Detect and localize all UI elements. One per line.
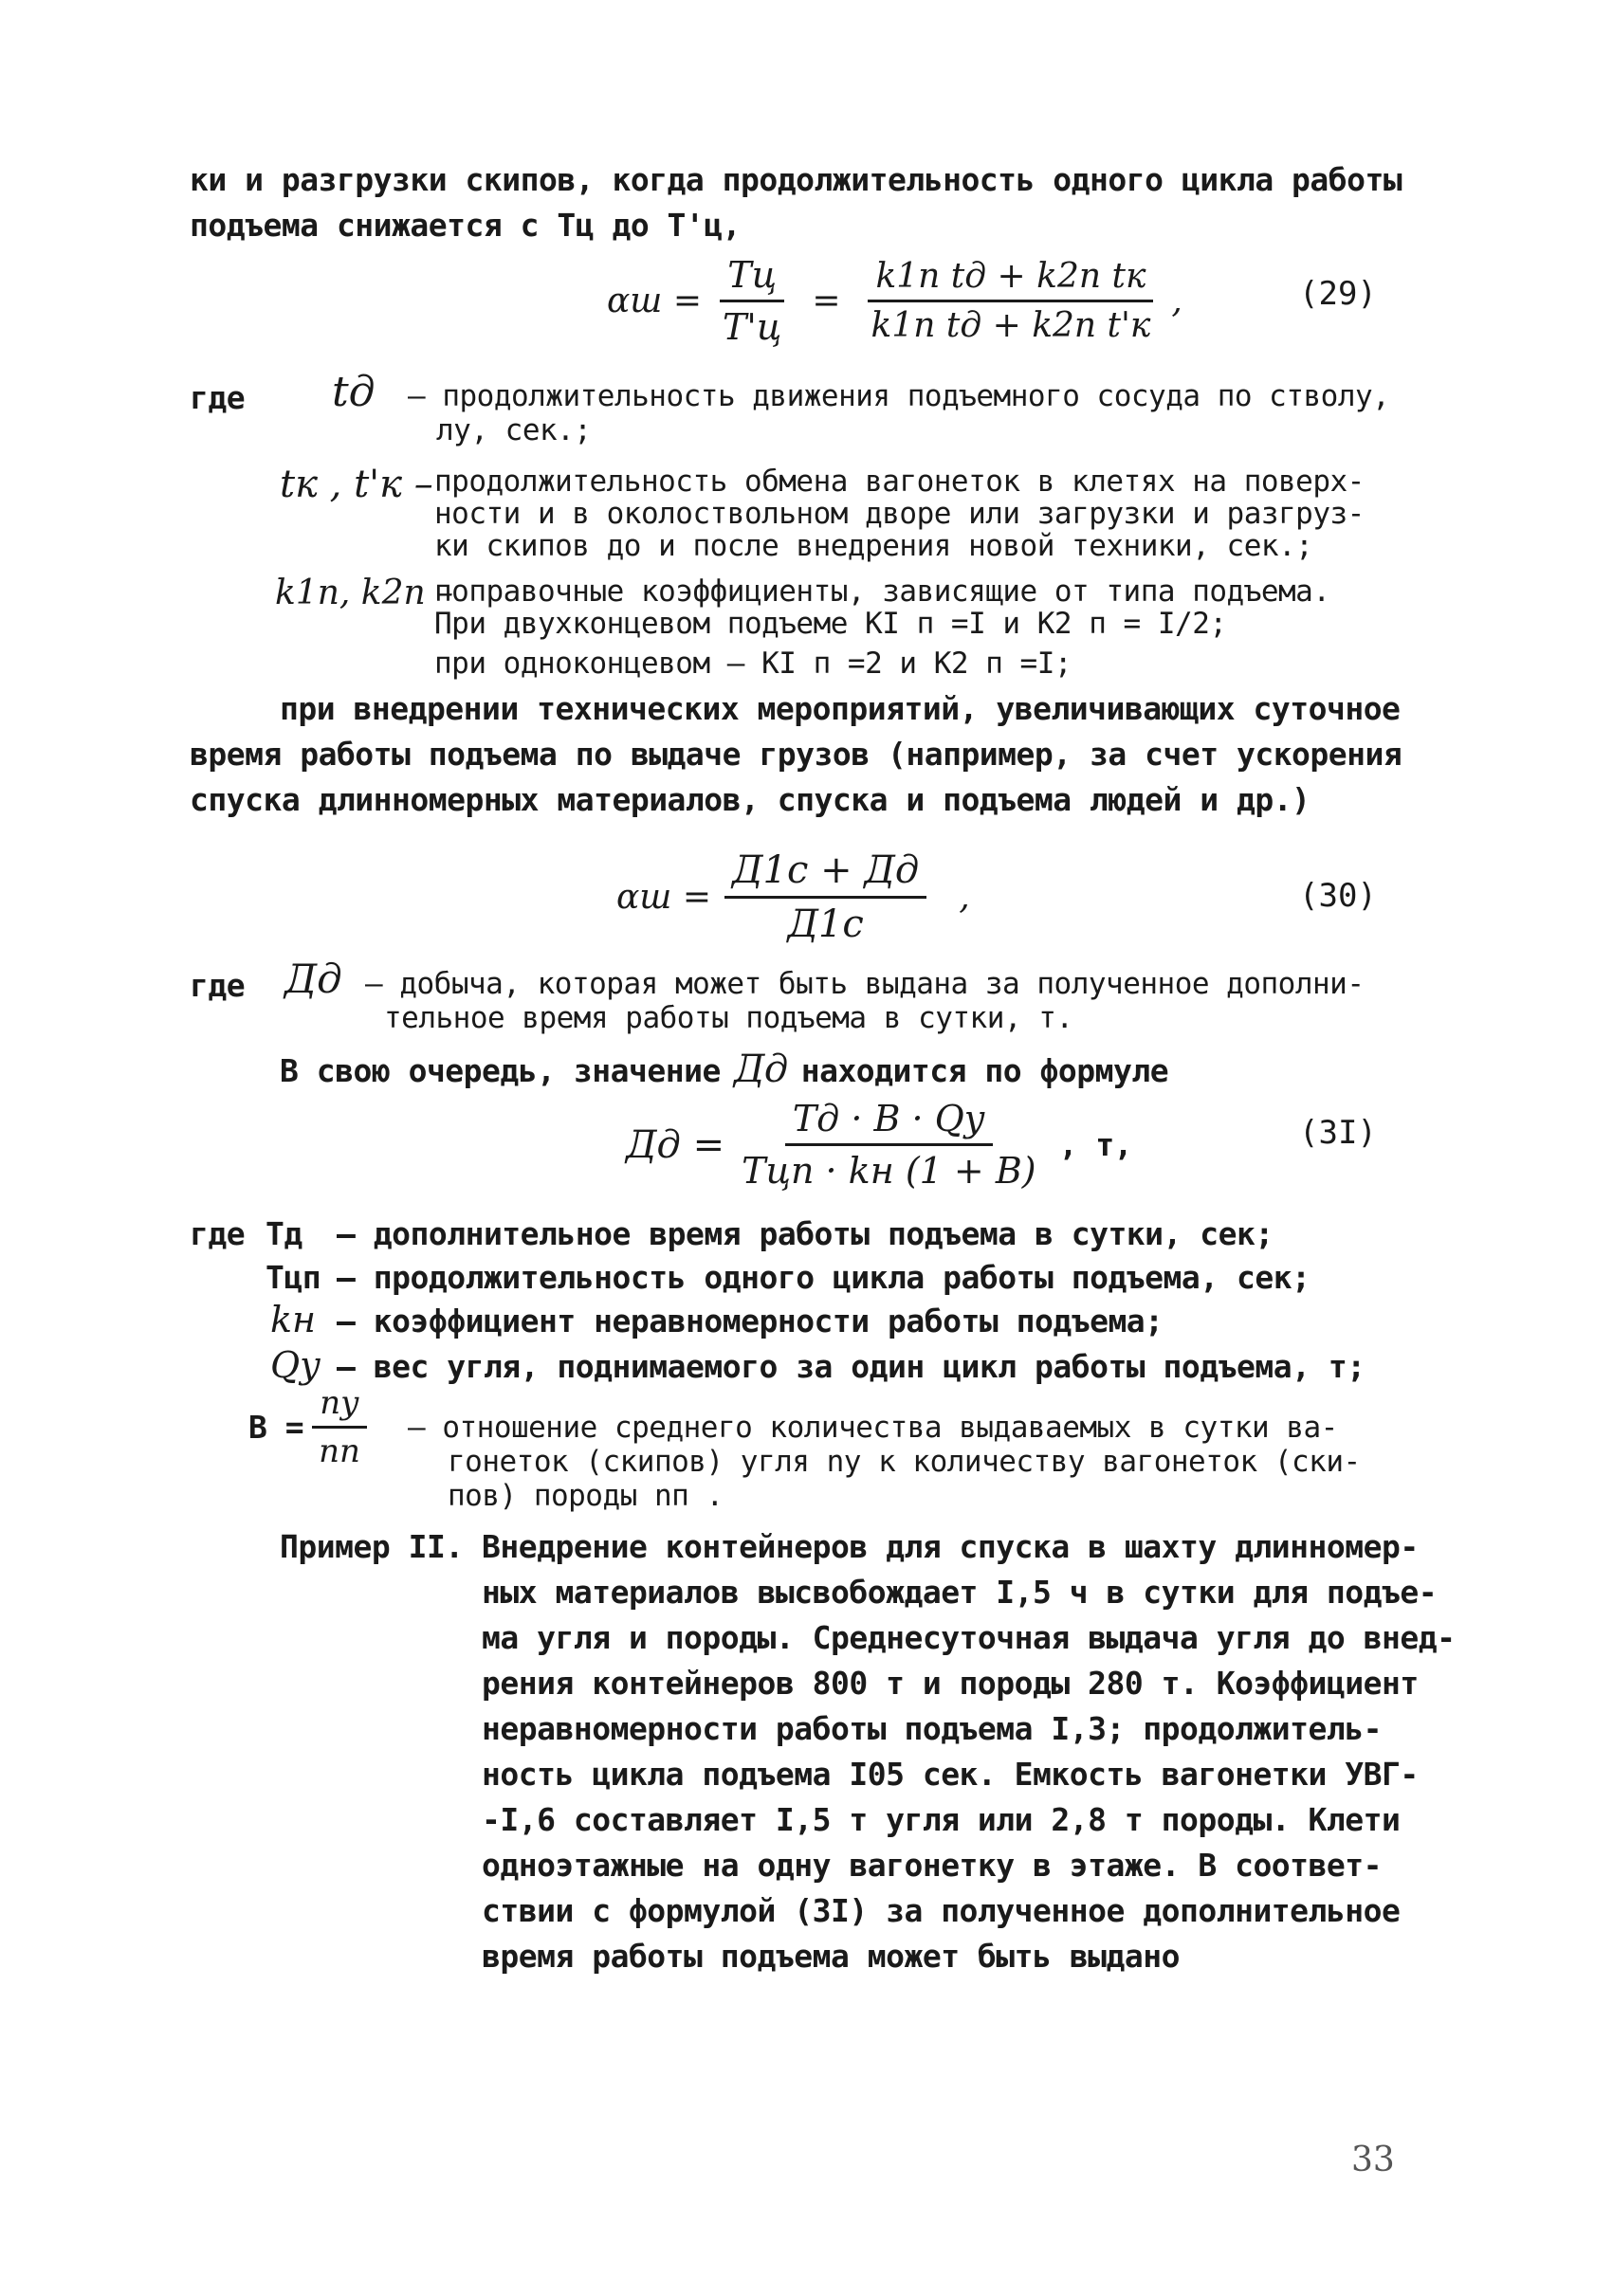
formula-29-frac-2-num: k1п tд + k2п tк (868, 257, 1153, 302)
example-line: рения контейнеров 800 т и породы 280 т. Коэффициент (482, 1665, 1419, 1702)
para-1-line-2: время работы подъема по выдаче грузов (например, за счет ускорения (190, 736, 1402, 773)
defs-31-k-text: – коэффициент неравномерности работы подъема; (337, 1303, 1164, 1339)
formula-31 (626, 1098, 1132, 1192)
formula-29-equals: = (812, 282, 841, 320)
formula-31-num: Тд · В · Qу (785, 1098, 993, 1146)
para-2 (280, 1047, 1168, 1092)
defs-31-q-text: – вес угля, поднимаемого за один цикл работы подъема, т; (337, 1348, 1366, 1385)
formula-29-frac-1 (715, 254, 789, 348)
defs-29-where: где (190, 379, 246, 416)
defs-29-text-1b: лу, сек.; (436, 413, 592, 447)
defs-29-sym-1: tд (332, 368, 376, 416)
defs-31-b-frac (311, 1384, 368, 1470)
example-line: время работы подъема может быть выдано (482, 1938, 1180, 1975)
defs-30-text-1: – добыча, которая может быть выдана за полученное дополни- (365, 967, 1365, 1001)
formula-29-tail: , (1171, 282, 1182, 320)
para-1-line-3: спуска длинномерных материалов, спуска и подъема людей и др.) (190, 781, 1311, 818)
defs-31-t-sym: Тд (266, 1215, 302, 1252)
example-line: одноэтажные на одну вагонетку в этаже. В соответ- (482, 1847, 1383, 1884)
page-number: 33 (1351, 2141, 1395, 2179)
defs-29-text-1a: – продолжительность движения подъемного сосуда по стволу, (408, 379, 1390, 413)
formula-29-frac-1-num: Тц (720, 254, 784, 302)
defs-31-where: где (190, 1215, 246, 1252)
defs-30-where: где (190, 967, 246, 1004)
formula-31-frac (734, 1098, 1043, 1192)
formula-31-tail: , т, (1058, 1125, 1133, 1163)
defs-31-b-text-1: – отношение среднего количества выдаваемых в сутки ва- (408, 1411, 1338, 1445)
formula-29-frac-2-den: k1п tд + k2п t'к (871, 306, 1151, 345)
formula-30-den: Д1с (787, 902, 864, 946)
example-line: -I,6 составляет I,5 т угля или 2,8 т породы. Клети (482, 1801, 1401, 1838)
example-line: ствии с формулой (3I) за полученное дополнительное (482, 1892, 1401, 1929)
defs-30-sym: Дд (284, 956, 342, 1002)
defs-29-sym-3: k1п, k2п – (275, 574, 454, 612)
example-body (482, 1528, 1456, 1983)
formula-29-number: (29) (1299, 275, 1377, 313)
formula-30 (616, 848, 970, 946)
defs-29-text-2a: продолжительность обмена вагонеток в клетях на поверх- (434, 465, 1365, 499)
defs-31-t-text: – дополнительное время работы подъема в сутки, сек; (337, 1215, 1274, 1252)
defs-31-b-text-2: гонеток (скипов) угля nу к количеству вагонеток (ски- (448, 1445, 1361, 1479)
formula-29 (607, 254, 1182, 348)
formula-30-tail: , (959, 878, 970, 917)
defs-31-tc-sym: Тцп (266, 1259, 321, 1296)
intro-line-2: подъема снижается с Тц до Т'ц, (190, 207, 742, 244)
defs-31-q-sym: Qу (270, 1344, 321, 1386)
example-line: ных материалов высвобождает I,5 ч в сутки для подъе- (482, 1574, 1438, 1611)
formula-29-frac-1-den: Т'ц (723, 306, 782, 348)
defs-29-text-3a: поправочные коэффициенты, зависящие от типа подъема. (434, 574, 1330, 609)
defs-31-b-num: nу (312, 1384, 367, 1429)
example-line: ма угля и породы. Среднесуточная выдача угля до внед- (482, 1619, 1456, 1656)
para-2-sym: Дд (733, 1048, 788, 1091)
example-line: Внедрение контейнеров для спуска в шахту длинномер- (482, 1528, 1419, 1565)
formula-31-number: (3I) (1299, 1114, 1377, 1152)
defs-31-b-lhs: В = (248, 1408, 304, 1446)
formula-29-frac-2 (864, 257, 1159, 345)
example-line: ность цикла подъема I05 сек. Емкость вагонетки УВГ- (482, 1756, 1419, 1793)
defs-31-tc-text: – продолжительность одного цикла работы подъема, сек; (337, 1259, 1311, 1296)
defs-29-sym-2: tк , t'к – (280, 463, 433, 506)
formula-30-number: (30) (1299, 877, 1377, 915)
defs-29-text-3b: При двухконцевом подъеме КI п =I и К2 п = I/2; (434, 607, 1227, 641)
defs-29-text-2b: ности и в околоствольном дворе или загрузки и разгруз- (434, 497, 1365, 531)
defs-31-b (248, 1384, 368, 1470)
para-2-before: В свою очередь, значение (280, 1052, 721, 1089)
para-1-line-1: при внедрении технических мероприятий, увеличивающих суточное (280, 690, 1401, 727)
defs-29-text-2c: ки скипов до и после внедрения новой техники, сек.; (434, 529, 1313, 563)
defs-31-k-sym: kн (270, 1299, 317, 1340)
formula-30-num: Д1с + Дд (724, 848, 926, 899)
formula-29-lhs: αш = (607, 282, 703, 320)
intro-line-1: ки и разгрузки скипов, когда продолжительность одного цикла работы (190, 161, 1402, 198)
example-label: Пример II. (280, 1528, 464, 1565)
defs-31-b-text-3: пов) породы nп . (448, 1479, 724, 1513)
formula-31-den: Тцп · kн (1 + В) (742, 1150, 1036, 1192)
formula-30-lhs: αш = (616, 878, 712, 917)
para-2-after: находится по формуле (800, 1052, 1169, 1089)
defs-30-text-2: тельное время работы подъема в сутки, т. (384, 1001, 1073, 1035)
defs-29-text-3c: при одноконцевом – КI п =2 и К2 п =I; (434, 647, 1072, 681)
formula-31-lhs: Дд = (626, 1122, 725, 1167)
defs-31-b-den: nп (319, 1432, 360, 1470)
example-line: неравномерности работы подъема I,3; продолжитель- (482, 1710, 1383, 1747)
formula-30-frac (724, 848, 926, 946)
